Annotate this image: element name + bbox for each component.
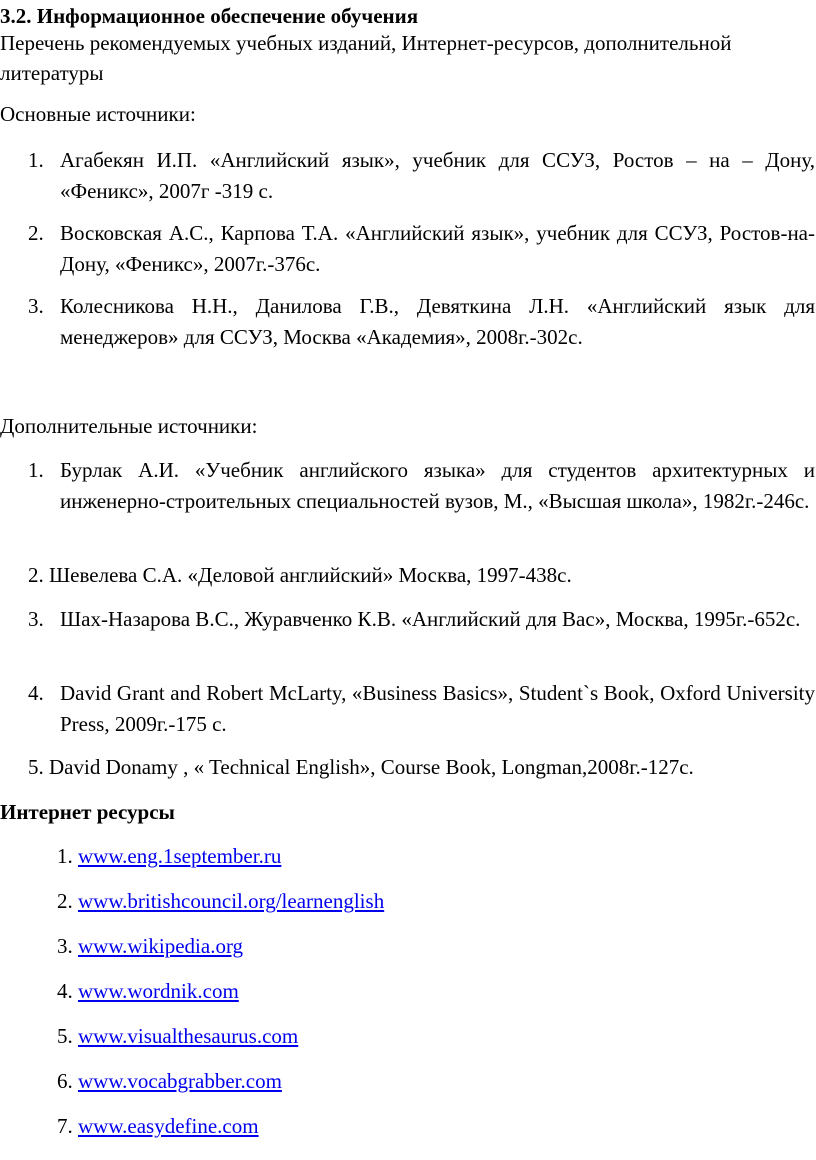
item-number: 5. xyxy=(57,1024,73,1048)
additional-source-item xyxy=(28,455,815,517)
additional-source-item xyxy=(28,752,815,783)
section-heading: 3.2. Информационное обеспечение обучения xyxy=(0,4,419,28)
main-source-item xyxy=(28,145,815,207)
item-number: 3. xyxy=(57,934,73,958)
resource-link[interactable]: www.eng.1september.ru xyxy=(78,844,282,868)
item-text: Бурлак А.И. «Учебник английского языка» для студентов архитектурных и инженерно-строительных специальностей вузов, М., «Высшая школа», 1982г.-246с. xyxy=(60,458,815,513)
resource-item xyxy=(57,979,239,1003)
main-sources-title: Основные источники: xyxy=(0,102,196,126)
item-text: Шах-Назарова В.С., Журавченко К.В. «Английский для Вас», Москва, 1995г.-652с. xyxy=(60,607,801,631)
item-number: 4. xyxy=(28,681,44,705)
item-number: 3. xyxy=(28,607,44,631)
resource-link[interactable]: www.easydefine.com xyxy=(78,1114,259,1138)
resource-item xyxy=(57,934,243,958)
additional-source-item xyxy=(28,560,815,591)
item-number: 2. xyxy=(57,889,73,913)
additional-sources-title: Дополнительные источники: xyxy=(0,414,258,438)
resource-link[interactable]: www.britishcouncil.org/learnenglish xyxy=(78,889,385,913)
item-text: David Grant and Robert McLarty, «Business Basics», Student`s Book, Oxford University Press, 2009г.-175 с. xyxy=(60,681,815,736)
resource-link[interactable]: www.vocabgrabber.com xyxy=(78,1069,282,1093)
item-number: 1. xyxy=(28,148,44,172)
item-text: David Donamy , « Technical English», Course Book, Longman,2008г.-127с. xyxy=(49,755,694,779)
item-number: 2. xyxy=(28,563,44,587)
item-number: 2. xyxy=(28,221,44,245)
item-number: 4. xyxy=(57,979,73,1003)
item-number: 5. xyxy=(28,755,44,779)
internet-resources-title: Интернет ресурсы xyxy=(0,800,175,824)
item-number: 3. xyxy=(28,294,44,318)
resource-item xyxy=(57,844,281,868)
resource-link[interactable]: www.wikipedia.org xyxy=(78,934,244,958)
item-text: Шевелева С.А. «Деловой английский» Москва, 1997-438с. xyxy=(49,563,572,587)
resource-item xyxy=(57,1069,282,1093)
additional-source-item xyxy=(28,604,815,635)
item-number: 6. xyxy=(57,1069,73,1093)
item-text: Восковская А.С., Карпова Т.А. «Английский язык», учебник для ССУЗ, Ростов-на-Дону, «Феникс», 2007г.-376с. xyxy=(60,221,815,276)
main-source-item xyxy=(28,291,815,353)
item-text: Агабекян И.П. «Английский язык», учебник для ССУЗ, Ростов – на – Дону, «Феникс», 2007г -319 с. xyxy=(60,148,815,203)
item-number: 1. xyxy=(57,844,73,868)
resource-item xyxy=(57,1024,298,1048)
item-number: 7. xyxy=(57,1114,73,1138)
resource-item xyxy=(57,889,384,913)
item-number: 1. xyxy=(28,458,44,482)
resource-link[interactable]: www.visualthesaurus.com xyxy=(78,1024,299,1048)
resource-item xyxy=(57,1114,259,1138)
item-text: Колесникова Н.Н., Данилова Г.В., Девяткина Л.Н. «Английский язык для менеджеров» для ССУЗ, Москва «Академия», 2008г.-302с. xyxy=(60,294,815,349)
additional-source-item xyxy=(28,678,815,740)
main-source-item xyxy=(28,218,815,280)
intro-text: Перечень рекомендуемых учебных изданий, Интернет-ресурсов, дополнительной литературы xyxy=(0,31,732,85)
resource-link[interactable]: www.wordnik.com xyxy=(78,979,239,1003)
